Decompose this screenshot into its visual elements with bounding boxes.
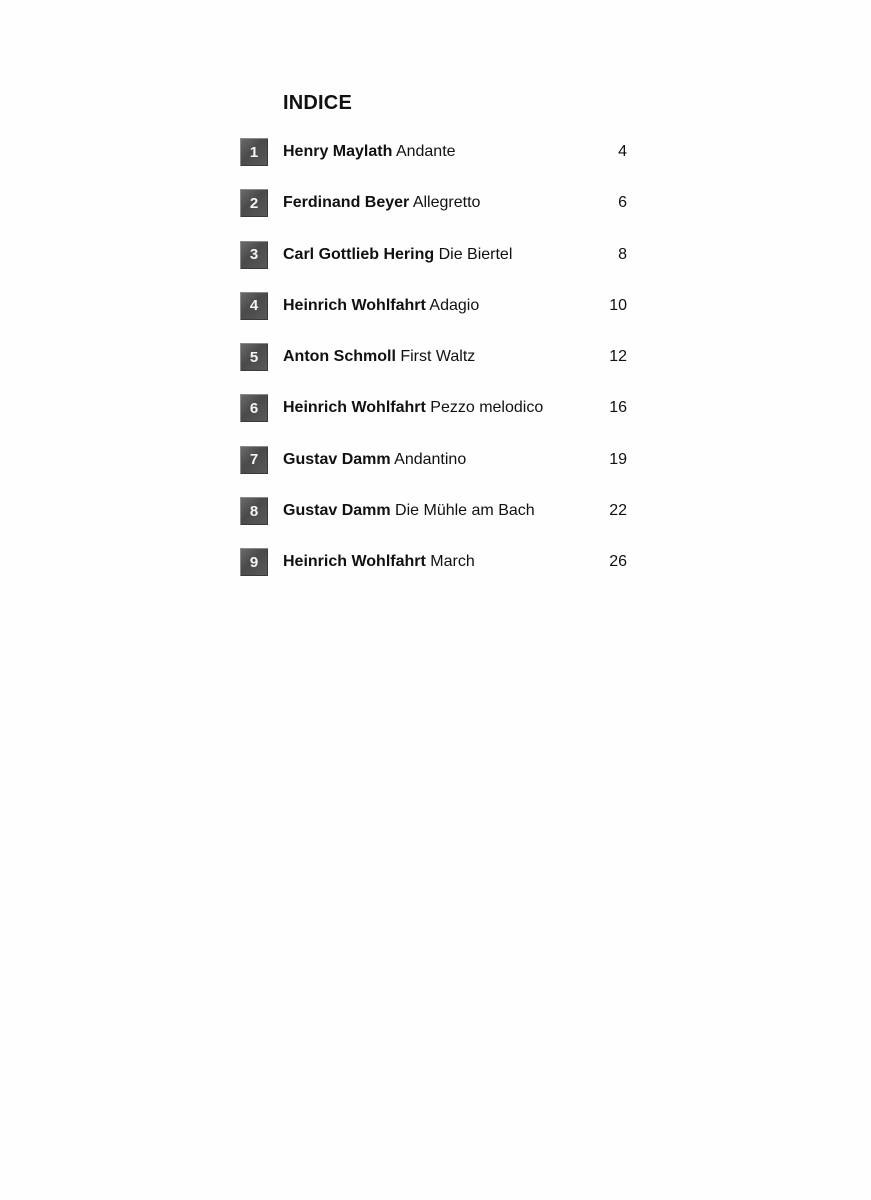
piece-name: Pezzo melodico	[430, 399, 544, 417]
toc-entry-1[interactable]	[240, 137, 630, 188]
piece-name: First Waltz	[400, 348, 476, 366]
entry-number: 7	[249, 451, 259, 469]
entry-title	[283, 297, 479, 315]
page-number: 6	[618, 194, 627, 212]
piece-name: Die Mühle am Bach	[395, 502, 535, 520]
entry-number: 5	[249, 348, 259, 366]
piece-name: Andante	[395, 143, 456, 160]
entry-number: 9	[249, 553, 259, 571]
page-number: 19	[609, 450, 627, 468]
page-title: INDICE	[283, 92, 352, 114]
entry-number: 6	[249, 399, 259, 417]
composer-name: Gustav Damm	[283, 502, 391, 520]
piece-name: Die Biertel	[438, 245, 513, 263]
toc-entry-4[interactable]	[240, 291, 630, 342]
toc-entry-7[interactable]	[240, 445, 630, 496]
page-number: 4	[618, 143, 627, 160]
number-badge	[240, 189, 268, 217]
composer-name: Gustav Damm	[283, 450, 391, 468]
composer-name: Carl Gottlieb Hering	[283, 245, 435, 263]
table-of-contents	[240, 137, 630, 599]
piece-name: Allegretto	[412, 194, 481, 212]
piece-name: Andantino	[394, 450, 467, 468]
toc-entry-2[interactable]	[240, 188, 630, 239]
entry-number: 3	[249, 246, 259, 264]
number-badge	[240, 497, 268, 525]
entry-number: 4	[249, 297, 259, 315]
number-badge	[240, 548, 268, 576]
toc-entry-3[interactable]	[240, 240, 630, 291]
page-number: 26	[609, 553, 627, 571]
toc-entry-6[interactable]	[240, 393, 630, 444]
entry-number: 2	[249, 194, 259, 212]
number-badge	[240, 292, 268, 320]
number-badge	[240, 138, 268, 166]
number-badge	[240, 446, 268, 474]
entry-title	[283, 194, 480, 212]
entry-title	[283, 143, 456, 161]
number-badge	[240, 394, 268, 422]
toc-entry-5[interactable]	[240, 342, 630, 393]
composer-name: Heinrich Wohlfahrt	[283, 296, 426, 314]
toc-entry-9[interactable]	[240, 547, 630, 598]
entry-title	[283, 451, 466, 469]
entry-number: 1	[249, 143, 259, 161]
entry-title	[283, 553, 475, 571]
page-number: 10	[609, 296, 627, 314]
composer-name: Heinrich Wohlfahrt	[283, 399, 426, 417]
entry-title	[283, 502, 535, 520]
page-number: 22	[609, 502, 627, 520]
composer-name: Ferdinand Beyer	[283, 194, 410, 212]
piece-name: Adagio	[429, 296, 480, 314]
entry-number: 8	[249, 502, 259, 520]
number-badge	[240, 343, 268, 371]
entry-title	[283, 246, 512, 264]
page-number: 16	[609, 399, 627, 417]
piece-name: March	[430, 553, 475, 571]
page-number: 12	[609, 348, 627, 366]
entry-title	[283, 399, 543, 417]
composer-name: Heinrich Wohlfahrt	[283, 553, 426, 571]
number-badge	[240, 241, 268, 269]
composer-name: Henry Maylath	[283, 143, 393, 160]
composer-name: Anton Schmoll	[283, 348, 396, 366]
toc-entry-8[interactable]	[240, 496, 630, 547]
entry-title	[283, 348, 475, 366]
page-number: 8	[618, 245, 627, 263]
